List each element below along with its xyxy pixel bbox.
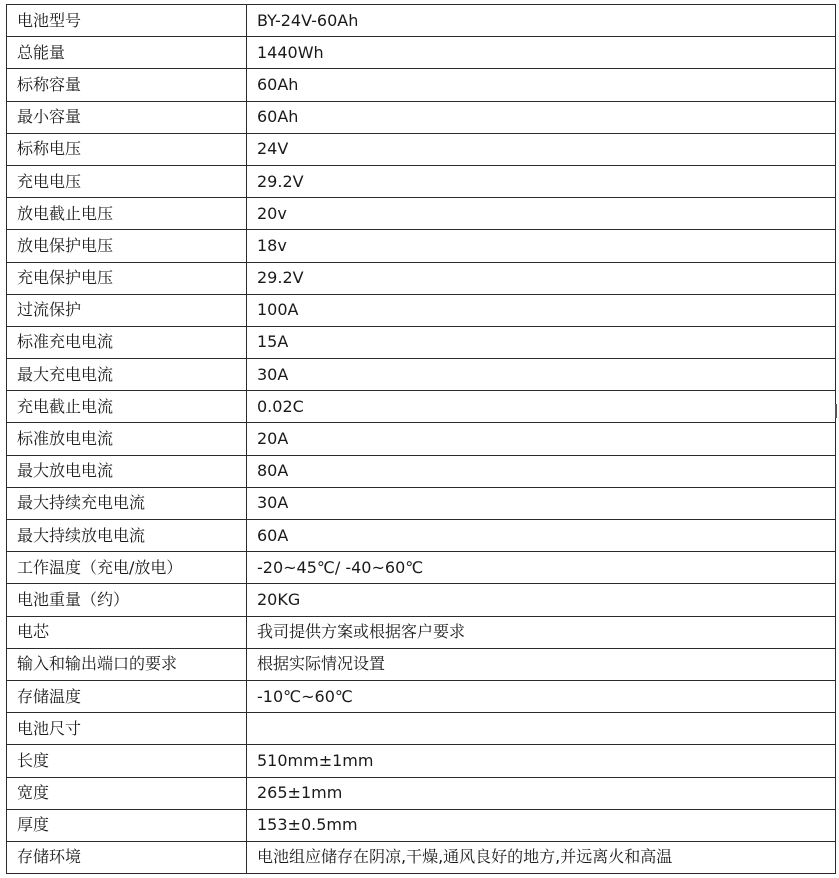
table-row: [7, 5, 836, 37]
table-row: [7, 165, 836, 197]
spec-value: 我司提供方案或根据客户要求: [247, 616, 836, 648]
table-row: [7, 294, 836, 326]
spec-value: 20A: [247, 423, 836, 455]
table-row: [7, 423, 836, 455]
table-row: [7, 809, 836, 841]
table-row: [7, 37, 836, 69]
spec-label: 标称容量: [7, 69, 247, 101]
spec-value: 29.2V: [247, 262, 836, 294]
table-row: [7, 552, 836, 584]
table-row: [7, 520, 836, 552]
spec-label: 最大持续放电电流: [7, 520, 247, 552]
spec-value: 30A: [247, 359, 836, 391]
table-row: [7, 777, 836, 809]
spec-label: 充电截止电流: [7, 391, 247, 423]
spec-value: 153±0.5mm: [247, 809, 836, 841]
table-row: [7, 69, 836, 101]
spec-value: 24V: [247, 133, 836, 165]
spec-value: 60Ah: [247, 101, 836, 133]
spec-label: 充电电压: [7, 165, 247, 197]
table-row: [7, 133, 836, 165]
spec-value: 265±1mm: [247, 777, 836, 809]
spec-value: 29.2V: [247, 165, 836, 197]
spec-value: 20KG: [247, 584, 836, 616]
table-row: [7, 648, 836, 680]
spec-value: 15A: [247, 326, 836, 358]
spec-label: 最小容量: [7, 101, 247, 133]
spec-label: 放电截止电压: [7, 198, 247, 230]
spec-label: 存储温度: [7, 680, 247, 712]
spec-value: BY-24V-60Ah: [247, 5, 836, 37]
spec-label: 宽度: [7, 777, 247, 809]
table-row: [7, 230, 836, 262]
spec-label: 过流保护: [7, 294, 247, 326]
spec-value: -20~45℃/ -40~60℃: [247, 552, 836, 584]
spec-value: 0.02C: [247, 391, 836, 423]
spec-label: 最大持续充电电流: [7, 487, 247, 519]
spec-value: 根据实际情况设置: [247, 648, 836, 680]
battery-spec-table: [6, 4, 836, 874]
spec-value: 20v: [247, 198, 836, 230]
spec-label: 标准放电电流: [7, 423, 247, 455]
spec-value: 100A: [247, 294, 836, 326]
spec-label: 厚度: [7, 809, 247, 841]
table-row: [7, 391, 836, 423]
edge-mark: [835, 404, 837, 418]
table-row: [7, 584, 836, 616]
spec-label: 长度: [7, 745, 247, 777]
table-row: [7, 359, 836, 391]
spec-label: 存储环境: [7, 841, 247, 873]
table-row: [7, 745, 836, 777]
table-row: [7, 616, 836, 648]
spec-value: [247, 713, 836, 745]
spec-label: 总能量: [7, 37, 247, 69]
spec-label: 充电保护电压: [7, 262, 247, 294]
spec-value: 1440Wh: [247, 37, 836, 69]
spec-label: 电池尺寸: [7, 713, 247, 745]
spec-value: 30A: [247, 487, 836, 519]
spec-value: 60Ah: [247, 69, 836, 101]
table-row: [7, 101, 836, 133]
spec-label: 最大充电电流: [7, 359, 247, 391]
spec-label: 放电保护电压: [7, 230, 247, 262]
table-row: [7, 487, 836, 519]
table-row: [7, 455, 836, 487]
spec-label: 电池重量（约）: [7, 584, 247, 616]
table-row: [7, 680, 836, 712]
spec-label: 最大放电电流: [7, 455, 247, 487]
table-row: [7, 262, 836, 294]
spec-label: 工作温度（充电/放电）: [7, 552, 247, 584]
spec-value: 60A: [247, 520, 836, 552]
spec-label: 标准充电电流: [7, 326, 247, 358]
spec-value: 80A: [247, 455, 836, 487]
spec-value: 510mm±1mm: [247, 745, 836, 777]
spec-label: 电池型号: [7, 5, 247, 37]
spec-value: 18v: [247, 230, 836, 262]
spec-label: 输入和输出端口的要求: [7, 648, 247, 680]
table-row: [7, 198, 836, 230]
spec-table-body: [7, 5, 836, 874]
table-row: [7, 841, 836, 873]
spec-label: 电芯: [7, 616, 247, 648]
table-row: [7, 326, 836, 358]
table-row: [7, 713, 836, 745]
spec-value: 电池组应储存在阴凉,干燥,通风良好的地方,并远离火和高温: [247, 841, 836, 873]
spec-label: 标称电压: [7, 133, 247, 165]
spec-value: -10℃~60℃: [247, 680, 836, 712]
